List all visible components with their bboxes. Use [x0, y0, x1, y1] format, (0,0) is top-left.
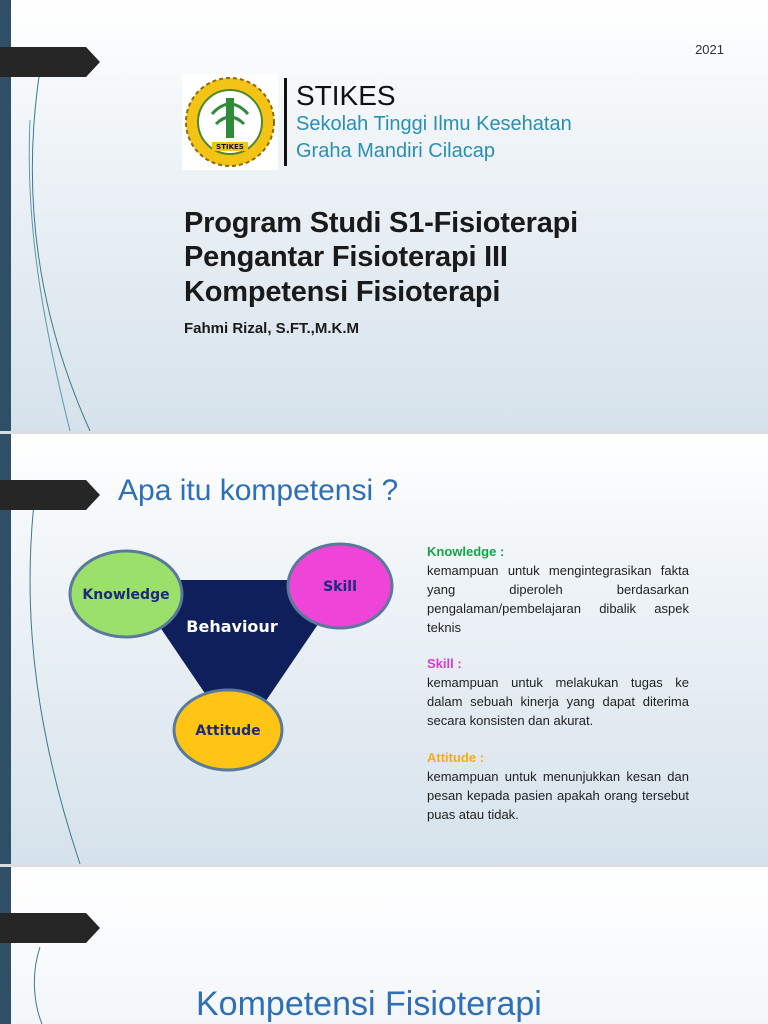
brand-name: STIKES [296, 80, 396, 111]
logo-divider [284, 78, 287, 166]
competency-slide [0, 434, 768, 864]
knowledge-heading: Knowledge : [427, 544, 505, 559]
skill-label: Skill [323, 579, 357, 595]
topic-title: Kompetensi Fisioterapi [184, 276, 501, 308]
behaviour-label: Behaviour [186, 617, 278, 636]
attitude-text: kemampuan untuk menunjukkan kesan dan pesan kepada pasien apakah orang tersebut puas atau tidak. [427, 769, 689, 822]
knowledge-definition [427, 542, 689, 637]
knowledge-text: kemampuan untuk mengintegrasikan fakta yang diperoleh berdasarkan pengalaman/pembelajaran dibalik aspek teknis [427, 563, 689, 635]
course-title: Pengantar Fisioterapi III [184, 241, 508, 273]
arrow-tab [0, 480, 100, 510]
slide-title: Apa itu kompetensi ? [118, 474, 399, 507]
skill-heading: Skill : [427, 656, 462, 671]
attitude-label: Attitude [195, 723, 261, 739]
decorative-swoosh [0, 867, 120, 1024]
brand-subtitle-line2: Graha Mandiri Cilacap [296, 140, 495, 162]
year-label: 2021 [695, 42, 724, 57]
arrow-tab [0, 47, 100, 77]
attitude-definition [427, 748, 689, 824]
stikes-logo [182, 74, 278, 170]
skill-definition [427, 654, 689, 730]
title-slide [0, 0, 768, 431]
program-title: Program Studi S1-Fisioterapi [184, 207, 579, 239]
attitude-heading: Attitude : [427, 750, 485, 765]
section-slide [0, 867, 768, 1024]
skill-text: kemampuan untuk melakukan tugas ke dalam sebuah kinerja yang dapat diterima secara konsisten dan akurat. [427, 675, 689, 728]
section-title: Kompetensi Fisioterapi [196, 985, 542, 1023]
knowledge-label: Knowledge [82, 587, 170, 603]
author-name: Fahmi Rizal, S.FT.,M.K.M [184, 320, 360, 337]
competency-diagram [68, 542, 408, 782]
arrow-tab [0, 913, 100, 943]
brand-subtitle-line1: Sekolah Tinggi Ilmu Kesehatan [296, 113, 572, 135]
svg-text:STIKES: STIKES [216, 143, 244, 151]
